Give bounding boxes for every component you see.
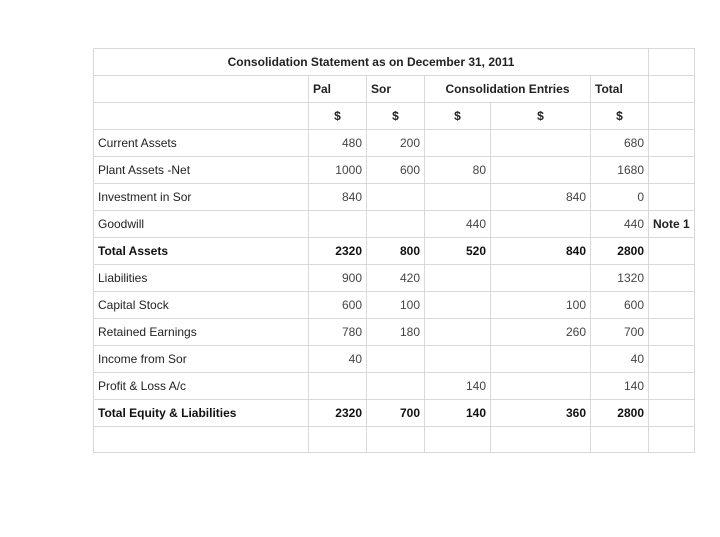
table-row bbox=[94, 373, 695, 400]
cell-total: 600 bbox=[591, 292, 649, 319]
currency-pal: $ bbox=[309, 103, 367, 130]
cell-total: 40 bbox=[591, 346, 649, 373]
cell-sor: 200 bbox=[367, 130, 425, 157]
consolidation-table bbox=[93, 48, 695, 453]
cell-cr bbox=[491, 157, 591, 184]
table-row bbox=[94, 346, 695, 373]
cell-dr bbox=[425, 184, 491, 211]
row-label: Investment in Sor bbox=[94, 184, 309, 211]
blank-cell bbox=[649, 373, 695, 400]
blank-cell bbox=[649, 238, 695, 265]
cell-pal bbox=[309, 373, 367, 400]
cell-dr: 140 bbox=[425, 373, 491, 400]
blank-row bbox=[94, 427, 695, 453]
cell-sor bbox=[367, 211, 425, 238]
blank-cell bbox=[649, 346, 695, 373]
cell-cr: 840 bbox=[491, 238, 591, 265]
row-label: Retained Earnings bbox=[94, 319, 309, 346]
cell-sor bbox=[367, 184, 425, 211]
cell-total: 440 bbox=[591, 211, 649, 238]
cell-dr: 140 bbox=[425, 400, 491, 427]
cell-total: 700 bbox=[591, 319, 649, 346]
row-label: Current Assets bbox=[94, 130, 309, 157]
table-row bbox=[94, 292, 695, 319]
cell-dr bbox=[425, 292, 491, 319]
cell-dr bbox=[425, 265, 491, 292]
cell-cr bbox=[491, 211, 591, 238]
cell-cr bbox=[491, 373, 591, 400]
cell-pal: 2320 bbox=[309, 238, 367, 265]
blank-cell bbox=[649, 319, 695, 346]
cell-sor bbox=[367, 346, 425, 373]
table-row bbox=[94, 184, 695, 211]
blank-cell bbox=[649, 265, 695, 292]
cell-pal: 840 bbox=[309, 184, 367, 211]
cell-total: 1320 bbox=[591, 265, 649, 292]
cell-total: 2800 bbox=[591, 238, 649, 265]
cell-cr: 360 bbox=[491, 400, 591, 427]
table-row bbox=[94, 211, 695, 238]
cell-dr bbox=[425, 346, 491, 373]
row-label: Profit & Loss A/c bbox=[94, 373, 309, 400]
cell-sor: 180 bbox=[367, 319, 425, 346]
blank-cell bbox=[649, 292, 695, 319]
currency-debit: $ bbox=[425, 103, 491, 130]
table-row bbox=[94, 400, 695, 427]
cell-dr: 440 bbox=[425, 211, 491, 238]
row-label: Income from Sor bbox=[94, 346, 309, 373]
cell-cr: 840 bbox=[491, 184, 591, 211]
blank-cell bbox=[649, 400, 695, 427]
cell-dr bbox=[425, 319, 491, 346]
cell-cr bbox=[491, 130, 591, 157]
column-header-total: Total bbox=[591, 76, 649, 103]
table-row bbox=[94, 130, 695, 157]
row-label: Total Equity & Liabilities bbox=[94, 400, 309, 427]
cell-pal: 1000 bbox=[309, 157, 367, 184]
cell-total: 680 bbox=[591, 130, 649, 157]
currency-credit: $ bbox=[491, 103, 591, 130]
cell-cr: 260 bbox=[491, 319, 591, 346]
column-header-sor: Sor bbox=[367, 76, 425, 103]
table-row bbox=[94, 238, 695, 265]
table-row bbox=[94, 157, 695, 184]
cell-dr: 80 bbox=[425, 157, 491, 184]
cell-sor: 420 bbox=[367, 265, 425, 292]
row-label: Total Assets bbox=[94, 238, 309, 265]
cell-total: 140 bbox=[591, 373, 649, 400]
blank-cell bbox=[649, 184, 695, 211]
cell-sor: 600 bbox=[367, 157, 425, 184]
cell-pal: 600 bbox=[309, 292, 367, 319]
currency-sor: $ bbox=[367, 103, 425, 130]
blank-cell bbox=[649, 130, 695, 157]
cell-pal: 780 bbox=[309, 319, 367, 346]
blank-cell bbox=[649, 157, 695, 184]
cell-total: 2800 bbox=[591, 400, 649, 427]
cell-cr: 100 bbox=[491, 292, 591, 319]
row-label: Capital Stock bbox=[94, 292, 309, 319]
row-label: Goodwill bbox=[94, 211, 309, 238]
cell-sor: 700 bbox=[367, 400, 425, 427]
column-header-pal: Pal bbox=[309, 76, 367, 103]
cell-dr: 520 bbox=[425, 238, 491, 265]
cell-pal: 480 bbox=[309, 130, 367, 157]
statement-title: Consolidation Statement as on December 31, 2011 bbox=[94, 49, 649, 76]
note-label: Note 1 bbox=[649, 211, 695, 238]
currency-total: $ bbox=[591, 103, 649, 130]
cell-pal: 2320 bbox=[309, 400, 367, 427]
cell-pal bbox=[309, 211, 367, 238]
cell-pal: 900 bbox=[309, 265, 367, 292]
row-label: Liabilities bbox=[94, 265, 309, 292]
cell-total: 1680 bbox=[591, 157, 649, 184]
cell-total: 0 bbox=[591, 184, 649, 211]
cell-sor: 100 bbox=[367, 292, 425, 319]
column-header-consolidation-entries: Consolidation Entries bbox=[425, 76, 591, 103]
cell-cr bbox=[491, 346, 591, 373]
row-label: Plant Assets -Net bbox=[94, 157, 309, 184]
cell-sor bbox=[367, 373, 425, 400]
table-row bbox=[94, 319, 695, 346]
cell-cr bbox=[491, 265, 591, 292]
table-row bbox=[94, 265, 695, 292]
cell-pal: 40 bbox=[309, 346, 367, 373]
cell-dr bbox=[425, 130, 491, 157]
cell-sor: 800 bbox=[367, 238, 425, 265]
